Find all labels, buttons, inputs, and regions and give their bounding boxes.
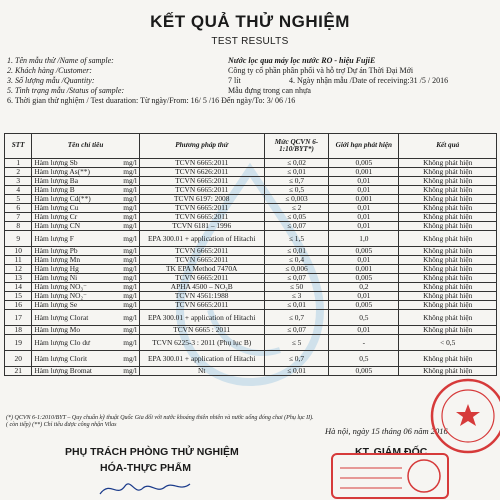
receive-date: 4. Ngày nhận mẫu /Date of receiving:31 /5 / 2016 — [289, 76, 449, 85]
quantity-value: 7 lít — [228, 76, 241, 85]
indicator-name: Hàm lượng Cu — [34, 203, 79, 212]
customer-value: Công ty cổ phần phân phối và hỗ trợ Dự án Thời Đại Mới — [228, 66, 414, 75]
cell-result: Không phát hiện — [399, 247, 497, 256]
handwritten-signature — [95, 478, 195, 500]
status-value: Mẫu đựng trong can nhựa — [228, 86, 311, 95]
cell-stt: 10 — [5, 247, 32, 256]
indicator-name: Hàm lượng CN — [34, 221, 81, 230]
sample-name-value: Nước lọc qua máy lọc nước RO - hiệu FujiE — [228, 56, 376, 65]
cell-qcvn: ≤ 0,07 — [264, 326, 329, 335]
indicator-name: Hàm lượng Sb — [34, 158, 78, 167]
cell-name — [32, 310, 139, 326]
cell-method: TCVN 6626:2011 — [139, 168, 264, 177]
cell-stt: 19 — [5, 335, 32, 351]
cell-limit: 0,01 — [329, 186, 399, 195]
page-subtitle: TEST RESULTS — [211, 36, 289, 47]
red-stamp-director-icon — [330, 452, 450, 500]
cell-result: Không phát hiện — [399, 204, 497, 213]
cell-stt: 5 — [5, 195, 32, 204]
cell-stt: 3 — [5, 177, 32, 186]
cell-name — [32, 301, 139, 310]
cell-result: Không phát hiện — [399, 222, 497, 231]
cell-qcvn: ≤ 5 — [264, 335, 329, 351]
indicator-name: Hàm lượng Cd(**) — [34, 194, 91, 203]
cell-qcvn: ≤ 3 — [264, 292, 329, 301]
cell-method: TCVN 6225-3 : 2011 (Phụ lục B) — [139, 335, 264, 351]
cell-qcvn: ≤ 0,01 — [264, 247, 329, 256]
footnote-qcvn: (*) QCVN 6-1:2010/BYT – Quy chuẩn kỹ thuật Quốc Gia đối với nước khoáng thiên nhiên và nước uống đóng chai (Phụ lục II). — [6, 415, 314, 421]
cell-result: Không phát hiện — [399, 231, 497, 247]
cell-method: TCVN 6665:2011 — [139, 213, 264, 222]
info-duration — [7, 96, 497, 105]
cell-name — [32, 231, 139, 247]
cell-qcvn: ≤ 0,01 — [264, 301, 329, 310]
cell-method: TCVN 4561:1988 — [139, 292, 264, 301]
cell-qcvn: ≤ 0,006 — [264, 265, 329, 274]
cell-stt: 2 — [5, 168, 32, 177]
cell-stt: 18 — [5, 326, 32, 335]
indicator-unit: mg/l — [123, 291, 137, 300]
cell-qcvn: ≤ 0,01 — [264, 367, 329, 376]
cell-method: TCVN 6665:2011 — [139, 177, 264, 186]
header-method: Phương pháp thử — [139, 134, 264, 159]
cell-limit: 0,01 — [329, 204, 399, 213]
cell-limit: 0,01 — [329, 326, 399, 335]
cell-result: Không phát hiện — [399, 159, 497, 168]
cell-limit: 0,005 — [329, 159, 399, 168]
cell-limit: 0,01 — [329, 177, 399, 186]
cell-result: Không phát hiện — [399, 283, 497, 292]
table-row — [5, 231, 497, 247]
cell-stt: 20 — [5, 351, 32, 367]
indicator-name: Hàm lượng Cr — [34, 212, 78, 221]
cell-limit: 0,005 — [329, 274, 399, 283]
indicator-unit: mg/l — [123, 194, 137, 203]
cell-result: Không phát hiện — [399, 168, 497, 177]
header-name: Tên chỉ tiêu — [32, 134, 139, 159]
customer-label: 2. Khách hàng /Customer: — [7, 66, 92, 75]
cell-method: TCVN 6197: 2008 — [139, 195, 264, 204]
cell-qcvn: ≤ 0,4 — [264, 256, 329, 265]
cell-limit: 0,01 — [329, 256, 399, 265]
cell-method: TCVN 6665:2011 — [139, 159, 264, 168]
cell-qcvn: ≤ 0,5 — [264, 186, 329, 195]
cell-result: Không phát hiện — [399, 351, 497, 367]
cell-name — [32, 326, 139, 335]
cell-limit: 1,0 — [329, 231, 399, 247]
header-stt: STT — [5, 134, 32, 159]
cell-qcvn: ≤ 50 — [264, 283, 329, 292]
cell-method: TCVN 6181 – 1996 — [139, 222, 264, 231]
cell-limit: 0,01 — [329, 213, 399, 222]
cell-limit: 0,01 — [329, 292, 399, 301]
cell-qcvn: ≤ 0,003 — [264, 195, 329, 204]
cell-stt: 13 — [5, 274, 32, 283]
table-row — [5, 310, 497, 326]
indicator-name: Hàm lượng Clorit — [34, 353, 88, 363]
cell-stt: 1 — [5, 159, 32, 168]
indicator-unit: mg/l — [123, 255, 137, 264]
cell-method: TCVN 6665:2011 — [139, 274, 264, 283]
cell-limit: 0,001 — [329, 265, 399, 274]
cell-qcvn: ≤ 0,01 — [264, 168, 329, 177]
cell-method: TCVN 6665 : 2011 — [139, 326, 264, 335]
cell-method: TCVN 6665:2011 — [139, 301, 264, 310]
cell-result: Không phát hiện — [399, 213, 497, 222]
cell-method: TCVN 6665:2011 — [139, 204, 264, 213]
indicator-unit: mg/l — [123, 185, 137, 194]
table-row — [5, 367, 497, 376]
cell-limit: 0,2 — [329, 283, 399, 292]
footnote-vilas: ( còn tiếp) (**) Chỉ tiêu được công nhận Vilas — [6, 422, 117, 428]
header-result: Kết quả — [399, 134, 497, 159]
duration-text: 6. Thời gian thử nghiệm / Test duaration: Từ ngày/From: 16/ 5 /16 Đến ngày/To: 3/ 06 /16 — [7, 96, 296, 105]
cell-result: Không phát hiện — [399, 274, 497, 283]
cell-stt: 4 — [5, 186, 32, 195]
cell-name — [32, 351, 139, 367]
indicator-name: Hàm lượng NO₂⁻ — [34, 291, 87, 300]
info-quantity — [7, 76, 497, 85]
cell-name — [32, 222, 139, 231]
indicator-name: Hàm lượng Ni — [34, 273, 78, 282]
cell-result: Không phát hiện — [399, 195, 497, 204]
indicator-unit: mg/l — [123, 282, 137, 291]
table-row — [5, 351, 497, 367]
cell-limit: 0,5 — [329, 310, 399, 326]
cell-method: EPA 300.01 + application of Hitachi — [139, 231, 264, 247]
cell-stt: 17 — [5, 310, 32, 326]
cell-method: Nt — [139, 367, 264, 376]
cell-stt: 8 — [5, 222, 32, 231]
indicator-unit: mg/l — [123, 233, 137, 243]
cell-qcvn: ≤ 0,02 — [264, 159, 329, 168]
cell-stt: 9 — [5, 231, 32, 247]
indicator-unit: mg/l — [123, 353, 137, 363]
cell-result: Không phát hiện — [399, 177, 497, 186]
cell-qcvn: ≤ 0,7 — [264, 177, 329, 186]
indicator-name: Hàm lượng B — [34, 185, 75, 194]
info-customer — [7, 66, 497, 75]
cell-method: APHA 4500 – NO₃B — [139, 283, 264, 292]
cell-limit: - — [329, 335, 399, 351]
cell-method: TCVN 6665:2011 — [139, 247, 264, 256]
cell-qcvn: ≤ 0,07 — [264, 222, 329, 231]
indicator-unit: mg/l — [123, 325, 137, 334]
indicator-unit: mg/l — [123, 273, 137, 282]
table-row — [5, 301, 497, 310]
info-status — [7, 86, 497, 95]
indicator-name: Hàm lượng Mn — [34, 255, 81, 264]
indicator-unit: mg/l — [123, 221, 137, 230]
indicator-name: Hàm lượng Ba — [34, 176, 79, 185]
table-row — [5, 326, 497, 335]
cell-stt: 12 — [5, 265, 32, 274]
cell-name — [32, 367, 139, 376]
indicator-unit: mg/l — [123, 337, 137, 347]
table-row — [5, 222, 497, 231]
cell-method: EPA 300.01 + application of Hitachi — [139, 310, 264, 326]
cell-qcvn: ≤ 1,5 — [264, 231, 329, 247]
cell-result: Không phát hiện — [399, 367, 497, 376]
cell-result: Không phát hiện — [399, 301, 497, 310]
indicator-name: Hàm lượng Pb — [34, 246, 78, 255]
cell-qcvn: ≤ 0,05 — [264, 213, 329, 222]
header-qcvn: Mức QCVN 6-1:10/BYT*) — [264, 134, 329, 159]
indicator-unit: mg/l — [123, 300, 137, 309]
cell-limit: 0,01 — [329, 222, 399, 231]
cell-result: Không phát hiện — [399, 326, 497, 335]
cell-result: Không phát hiện — [399, 265, 497, 274]
sample-name-label: 1. Tên mẫu thử /Name of sample: — [7, 56, 114, 65]
cell-stt: 16 — [5, 301, 32, 310]
indicator-name: Hàm lượng Se — [34, 300, 78, 309]
cell-stt: 11 — [5, 256, 32, 265]
results-table — [4, 133, 497, 376]
cell-qcvn: ≤ 2 — [264, 204, 329, 213]
table-header-row — [5, 134, 497, 159]
cell-result: Không phát hiện — [399, 310, 497, 326]
cell-result: Không phát hiện — [399, 256, 497, 265]
indicator-name: Hàm lượng As(**) — [34, 167, 90, 176]
cell-qcvn: ≤ 0,7 — [264, 351, 329, 367]
indicator-unit: mg/l — [123, 366, 137, 375]
red-stamp-icon — [428, 376, 500, 456]
cell-name — [32, 335, 139, 351]
cell-stt: 21 — [5, 367, 32, 376]
table-row — [5, 335, 497, 351]
cell-stt: 6 — [5, 204, 32, 213]
indicator-name: Hàm lượng Mo — [34, 325, 81, 334]
cell-limit: 0,5 — [329, 351, 399, 367]
cell-method: TCVN 6665:2011 — [139, 256, 264, 265]
cell-result: Không phát hiện — [399, 292, 497, 301]
indicator-unit: mg/l — [123, 158, 137, 167]
indicator-name: Hàm lượng Hg — [34, 264, 79, 273]
indicator-unit: mg/l — [123, 176, 137, 185]
signature-title-dept: HÓA-THỰC PHẨM — [100, 462, 191, 474]
indicator-name: Hàm lượng F — [34, 233, 74, 243]
cell-method: TK EPA Method 7470A — [139, 265, 264, 274]
cell-limit: 0,005 — [329, 247, 399, 256]
indicator-name: Hàm lượng Bromat — [34, 366, 92, 375]
cell-stt: 7 — [5, 213, 32, 222]
indicator-unit: mg/l — [123, 203, 137, 212]
status-label: 5. Tình trạng mẫu /Status of sample: — [7, 86, 125, 95]
cell-limit: 0,001 — [329, 195, 399, 204]
header-limit: Giới hạn phát hiện — [329, 134, 399, 159]
cell-limit: 0,001 — [329, 168, 399, 177]
indicator-name: Hàm lượng Clo dư — [34, 337, 91, 347]
quantity-label: 3. Số lượng mẫu /Quantity: — [7, 76, 95, 85]
indicator-unit: mg/l — [123, 264, 137, 273]
indicator-name: Hàm lượng NO₃⁻ — [34, 282, 87, 291]
cell-stt: 14 — [5, 283, 32, 292]
info-sample-name — [7, 56, 497, 65]
signature-title-director: KT. GIÁM ĐỐC — [355, 446, 428, 458]
cell-limit: 0,005 — [329, 301, 399, 310]
indicator-name: Hàm lượng Clorat — [34, 312, 89, 322]
cell-qcvn: ≤ 0,7 — [264, 310, 329, 326]
cell-method: EPA 300.01 + application of Hitachi — [139, 351, 264, 367]
cell-limit: 0,005 — [329, 367, 399, 376]
page-title: KẾT QUẢ THỬ NGHIỆM — [150, 12, 350, 31]
cell-result: < 0,5 — [399, 335, 497, 351]
signature-title-lab: PHỤ TRÁCH PHÒNG THỬ NGHIỆM — [65, 446, 239, 458]
indicator-unit: mg/l — [123, 246, 137, 255]
cell-qcvn: ≤ 0,07 — [264, 274, 329, 283]
indicator-unit: mg/l — [123, 167, 137, 176]
place-date: Hà nội, ngày 15 tháng 06 năm 2016 — [325, 426, 448, 436]
cell-stt: 15 — [5, 292, 32, 301]
indicator-unit: mg/l — [123, 212, 137, 221]
cell-result: Không phát hiện — [399, 186, 497, 195]
indicator-unit: mg/l — [123, 312, 137, 322]
table-body — [5, 159, 497, 376]
cell-method: TCVN 6665:2011 — [139, 186, 264, 195]
